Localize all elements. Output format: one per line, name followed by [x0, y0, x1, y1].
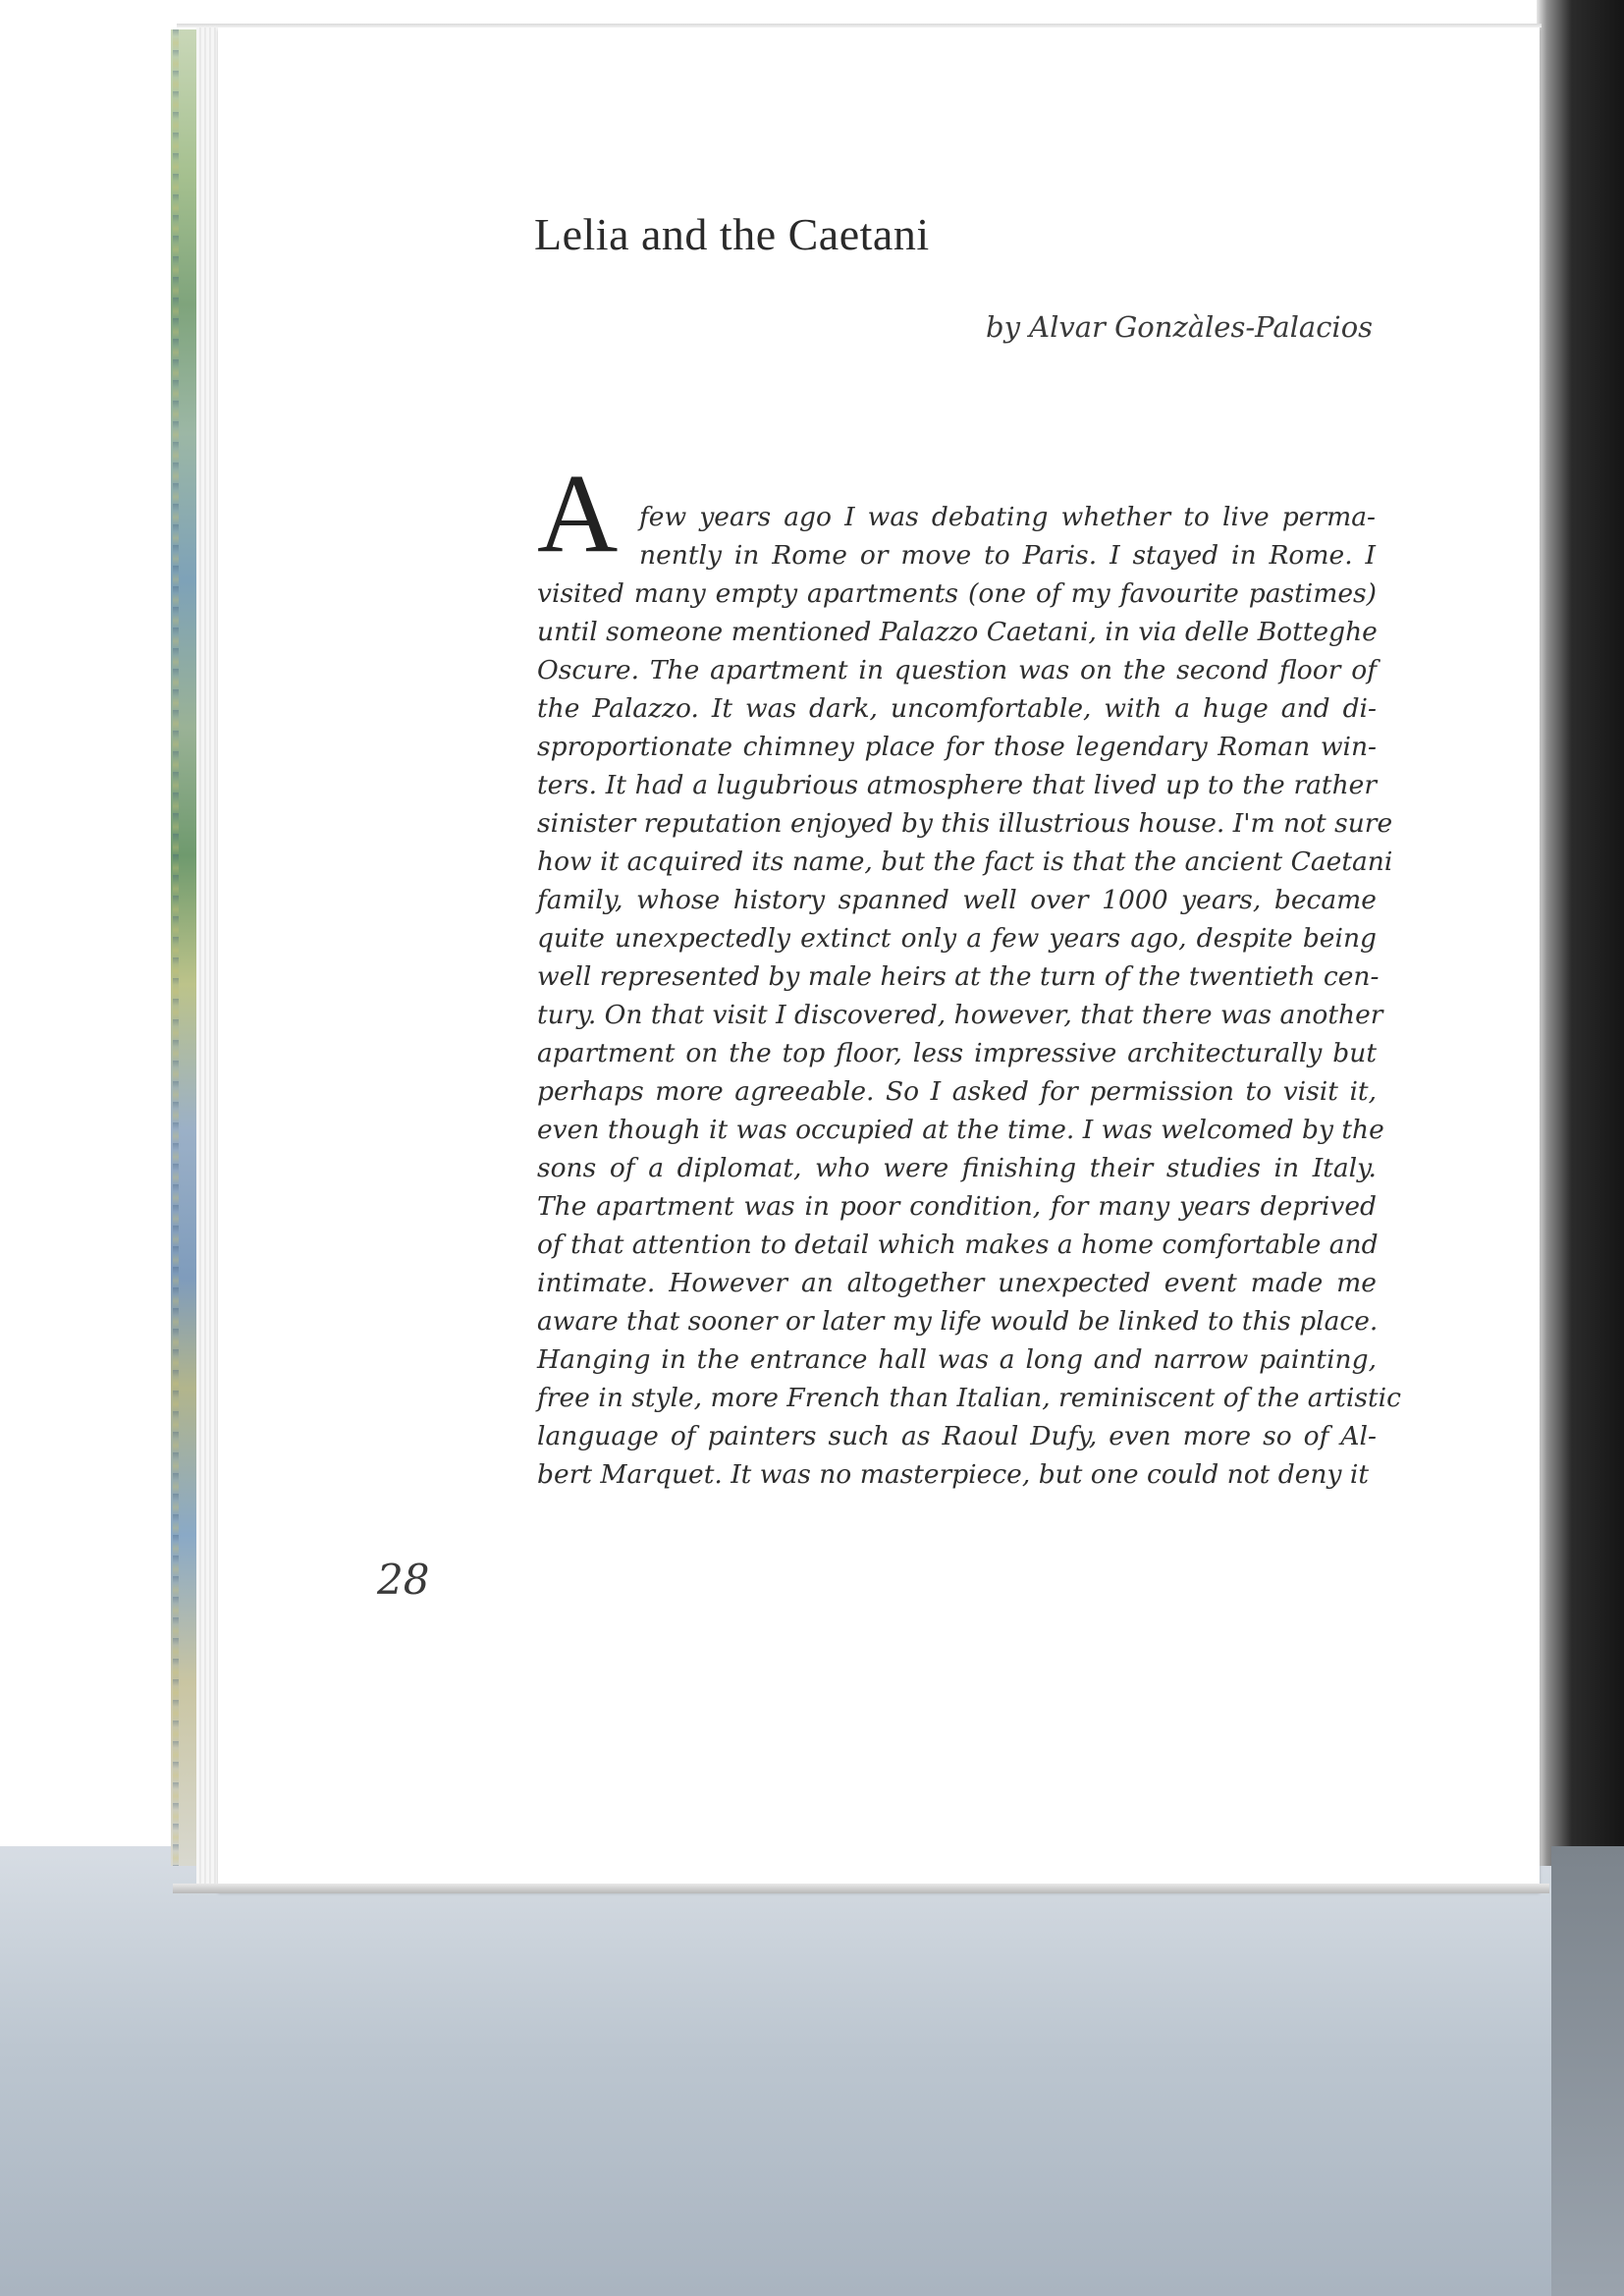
- body-line: even though it was occupied at the time. I was welcomed by the: [537, 1115, 1384, 1145]
- body-line: few years ago I was debating whether to live perma-: [639, 502, 1376, 532]
- body-line: sons of a diplomat, who were finishing their studies in Italy.: [537, 1153, 1377, 1183]
- body-line: bert Marquet. It was no masterpiece, but one could not deny it: [537, 1459, 1369, 1490]
- body-line: tury. On that visit I discovered, however, that there was another: [537, 1000, 1383, 1030]
- body-line: apartment on the top floor, less impressive architecturally but: [537, 1038, 1377, 1068]
- body-line: until someone mentioned Palazzo Caetani, in via delle Botteghe: [537, 617, 1378, 647]
- body-line: aware that sooner or later my life would be linked to this place.: [537, 1306, 1379, 1337]
- body-line: sproportionate chimney place for those legendary Roman win-: [537, 732, 1377, 762]
- body-line: free in style, more French than Italian, reminiscent of the artistic: [537, 1383, 1401, 1413]
- body-line: Hanging in the entrance hall was a long and narrow painting,: [537, 1344, 1377, 1375]
- body-line: ters. It had a lugubrious atmosphere that lived up to the rather: [537, 770, 1377, 800]
- body-line: quite unexpectedly extinct only a few years ago, despite being: [537, 923, 1377, 954]
- book-cover-texture: [173, 29, 179, 1866]
- body-line: Oscure. The apartment in question was on the second floor of: [537, 655, 1377, 685]
- page-edges-stack: [196, 27, 219, 1884]
- article-title: Lelia and the Caetani: [534, 209, 930, 259]
- body-line: well represented by male heirs at the turn of the twentieth cen-: [537, 961, 1380, 992]
- body-line: The apartment was in poor condition, for many years deprived: [537, 1191, 1377, 1222]
- body-line: language of painters such as Raoul Dufy, even more so of Al-: [537, 1421, 1377, 1451]
- body-line: how it acquired its name, but the fact is that the ancient Caetani: [537, 847, 1393, 877]
- book-page: [218, 27, 1540, 1891]
- body-line: sinister reputation enjoyed by this illustrious house. I'm not sure: [537, 808, 1393, 839]
- body-line: nently in Rome or move to Paris. I stayed in Rome. I: [639, 540, 1376, 571]
- scanner-right-lower: [1551, 1846, 1624, 2296]
- body-line: of that attention to detail which makes a home comfortable and: [537, 1230, 1379, 1260]
- article-byline: by Alvar Gonzàles-Palacios: [986, 310, 1374, 344]
- body-line: intimate. However an altogether unexpected event made me: [537, 1268, 1377, 1298]
- drop-cap: A: [537, 451, 619, 575]
- body-line: the Palazzo. It was dark, uncomfortable, with a huge and di-: [537, 693, 1377, 724]
- page-number: 28: [377, 1556, 430, 1604]
- body-line: family, whose history spanned well over 1000 years, became: [537, 885, 1377, 915]
- body-line: visited many empty apartments (one of my favourite pastimes): [537, 578, 1377, 609]
- scanner-background: [0, 1846, 1624, 2296]
- scanner-right-edge: [1537, 0, 1624, 1866]
- page-bottom-edge: [173, 1884, 1549, 1893]
- body-line: perhaps more agreeable. So I asked for permission to visit it,: [537, 1076, 1377, 1107]
